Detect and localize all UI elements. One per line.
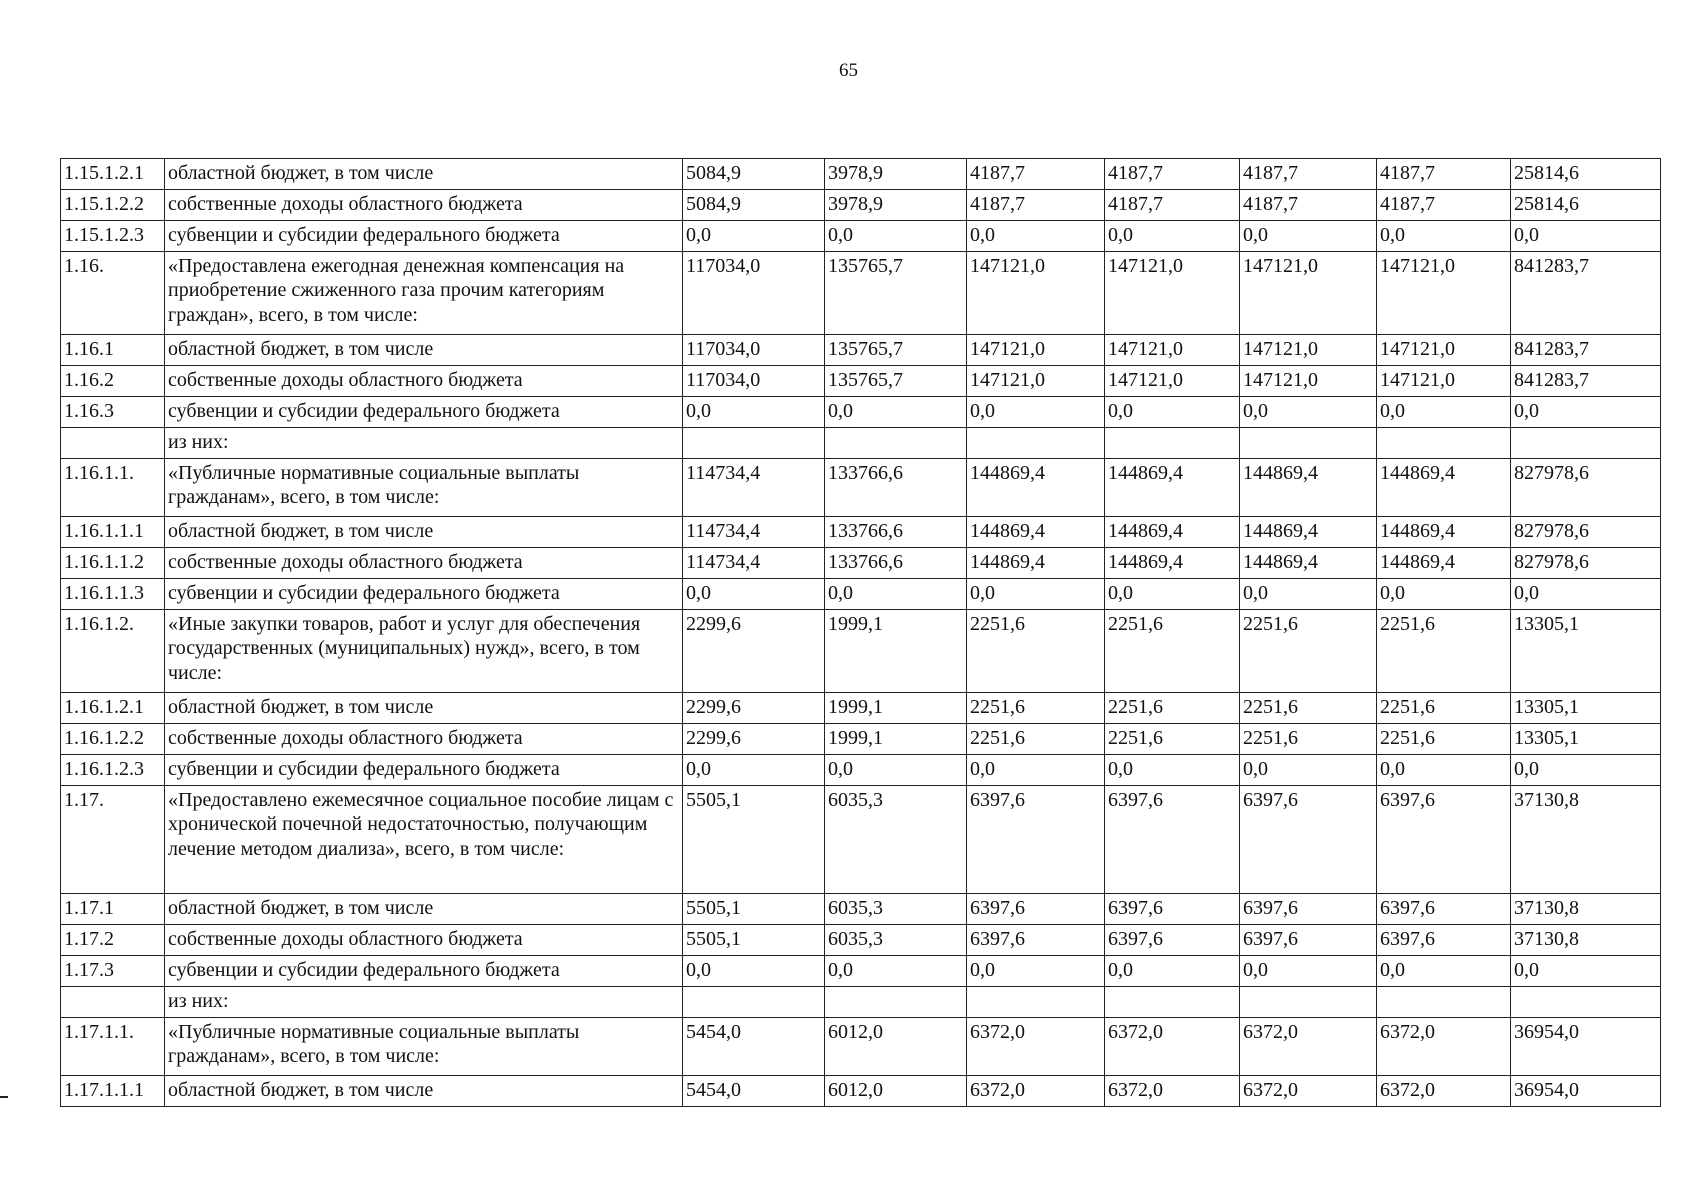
row-code: 1.15.1.2.2: [61, 190, 165, 221]
row-value: 0,0: [1105, 956, 1240, 987]
row-value: 827978,6: [1511, 548, 1661, 579]
table-row: [61, 956, 1661, 987]
row-value: 6012,0: [825, 1076, 967, 1107]
row-value: 6397,6: [1377, 786, 1511, 894]
row-value: [1511, 987, 1661, 1018]
row-name: «Публичные нормативные социальные выплаты гражданам», всего, в том числе:: [165, 459, 683, 517]
row-value: [825, 428, 967, 459]
row-name: областной бюджет, в том числе: [165, 1076, 683, 1107]
row-value: 2251,6: [1240, 693, 1377, 724]
row-code: 1.16.1.2.2: [61, 724, 165, 755]
row-code: 1.16.1: [61, 335, 165, 366]
row-value: 147121,0: [1377, 366, 1511, 397]
table-row: [61, 548, 1661, 579]
row-value: 147121,0: [1105, 252, 1240, 335]
row-value: 0,0: [1377, 956, 1511, 987]
table-row: [61, 786, 1661, 894]
row-name: «Предоставлена ежегодная денежная компенсация на приобретение сжиженного газа прочим категориям граждан», всего, в том числе:: [165, 252, 683, 335]
row-value: 0,0: [1240, 221, 1377, 252]
row-value: 2251,6: [967, 693, 1105, 724]
row-code: [61, 428, 165, 459]
row-value: [1105, 428, 1240, 459]
row-code: 1.15.1.2.1: [61, 159, 165, 190]
row-value: 6372,0: [1377, 1018, 1511, 1076]
table-row: [61, 335, 1661, 366]
row-value: [967, 428, 1105, 459]
row-value: 4187,7: [1240, 190, 1377, 221]
row-value: 114734,4: [683, 459, 825, 517]
table-row: [61, 755, 1661, 786]
table-row: [61, 724, 1661, 755]
row-code: 1.15.1.2.3: [61, 221, 165, 252]
row-name: субвенции и субсидии федерального бюджета: [165, 579, 683, 610]
table-row: [61, 693, 1661, 724]
row-value: [1377, 428, 1511, 459]
row-value: 144869,4: [1105, 517, 1240, 548]
row-value: 144869,4: [1105, 548, 1240, 579]
row-value: 6397,6: [1377, 894, 1511, 925]
row-value: 114734,4: [683, 517, 825, 548]
row-value: 13305,1: [1511, 724, 1661, 755]
row-code: 1.17.1.1.: [61, 1018, 165, 1076]
row-value: 2251,6: [1105, 693, 1240, 724]
row-value: 0,0: [1105, 755, 1240, 786]
row-code: 1.17.: [61, 786, 165, 894]
row-value: 6012,0: [825, 1018, 967, 1076]
row-value: 25814,6: [1511, 159, 1661, 190]
table-row: [61, 366, 1661, 397]
row-value: 0,0: [1377, 397, 1511, 428]
row-value: 135765,7: [825, 252, 967, 335]
row-value: 0,0: [1105, 579, 1240, 610]
row-value: 135765,7: [825, 335, 967, 366]
row-value: 133766,6: [825, 459, 967, 517]
row-value: 114734,4: [683, 548, 825, 579]
row-value: 0,0: [683, 221, 825, 252]
row-value: 147121,0: [1240, 252, 1377, 335]
row-value: 144869,4: [967, 517, 1105, 548]
table-row: [61, 925, 1661, 956]
row-value: 6372,0: [1377, 1076, 1511, 1107]
row-value: 0,0: [1240, 956, 1377, 987]
row-value: 117034,0: [683, 366, 825, 397]
row-value: 2251,6: [1105, 724, 1240, 755]
row-name: областной бюджет, в том числе: [165, 517, 683, 548]
row-value: 6372,0: [1105, 1018, 1240, 1076]
row-code: 1.16.1.2.1: [61, 693, 165, 724]
row-name: областной бюджет, в том числе: [165, 335, 683, 366]
row-value: 6397,6: [1105, 925, 1240, 956]
row-value: 0,0: [825, 755, 967, 786]
row-value: 2299,6: [683, 724, 825, 755]
row-value: 6372,0: [1240, 1018, 1377, 1076]
row-value: 147121,0: [1377, 335, 1511, 366]
table-row: [61, 159, 1661, 190]
row-value: 117034,0: [683, 252, 825, 335]
row-value: 5505,1: [683, 894, 825, 925]
row-name: собственные доходы областного бюджета: [165, 925, 683, 956]
row-value: [1511, 428, 1661, 459]
row-value: 0,0: [825, 579, 967, 610]
row-value: 36954,0: [1511, 1018, 1661, 1076]
row-value: 0,0: [683, 956, 825, 987]
table-row: [61, 610, 1661, 693]
row-value: 0,0: [1105, 221, 1240, 252]
row-value: 135765,7: [825, 366, 967, 397]
row-value: 0,0: [1511, 755, 1661, 786]
row-value: 841283,7: [1511, 252, 1661, 335]
row-value: 2251,6: [1377, 610, 1511, 693]
row-name: собственные доходы областного бюджета: [165, 724, 683, 755]
row-value: 37130,8: [1511, 925, 1661, 956]
row-code: 1.17.1: [61, 894, 165, 925]
table-row: [61, 252, 1661, 335]
row-value: 133766,6: [825, 517, 967, 548]
row-value: 147121,0: [967, 335, 1105, 366]
row-value: 0,0: [1511, 397, 1661, 428]
row-value: 0,0: [967, 221, 1105, 252]
row-value: 0,0: [967, 397, 1105, 428]
row-name: «Иные закупки товаров, работ и услуг для обеспечения государственных (муниципальных) нужд», всего, в том числе:: [165, 610, 683, 693]
row-value: [1240, 428, 1377, 459]
row-name: областной бюджет, в том числе: [165, 693, 683, 724]
row-code: 1.17.1.1.1: [61, 1076, 165, 1107]
row-value: 5084,9: [683, 159, 825, 190]
row-value: 4187,7: [1240, 159, 1377, 190]
row-value: 0,0: [825, 397, 967, 428]
row-value: 827978,6: [1511, 517, 1661, 548]
row-name: собственные доходы областного бюджета: [165, 548, 683, 579]
row-code: 1.17.3: [61, 956, 165, 987]
row-value: 13305,1: [1511, 610, 1661, 693]
row-name: областной бюджет, в том числе: [165, 159, 683, 190]
row-value: 2299,6: [683, 610, 825, 693]
row-value: 0,0: [1240, 397, 1377, 428]
row-value: 5454,0: [683, 1076, 825, 1107]
row-code: 1.16.2: [61, 366, 165, 397]
table-row: [61, 1018, 1661, 1076]
row-value: 2299,6: [683, 693, 825, 724]
row-value: 2251,6: [1377, 693, 1511, 724]
row-name: собственные доходы областного бюджета: [165, 190, 683, 221]
page-number: 65: [839, 60, 858, 81]
row-value: 6372,0: [1105, 1076, 1240, 1107]
row-value: 2251,6: [1240, 724, 1377, 755]
table-body: [61, 159, 1661, 1107]
row-code: 1.16.3: [61, 397, 165, 428]
row-value: 1999,1: [825, 610, 967, 693]
row-value: 147121,0: [1105, 366, 1240, 397]
row-value: 0,0: [1377, 755, 1511, 786]
row-value: 0,0: [1377, 221, 1511, 252]
row-value: 25814,6: [1511, 190, 1661, 221]
table-row: [61, 459, 1661, 517]
row-value: 36954,0: [1511, 1076, 1661, 1107]
row-value: 147121,0: [1105, 335, 1240, 366]
row-value: [1377, 987, 1511, 1018]
row-value: 144869,4: [1377, 459, 1511, 517]
row-value: 144869,4: [1377, 548, 1511, 579]
row-value: 6397,6: [967, 925, 1105, 956]
table-row: [61, 579, 1661, 610]
row-value: 144869,4: [967, 459, 1105, 517]
row-value: 147121,0: [1377, 252, 1511, 335]
row-value: 144869,4: [1240, 517, 1377, 548]
table-row: [61, 190, 1661, 221]
row-value: 1999,1: [825, 693, 967, 724]
row-value: 4187,7: [967, 190, 1105, 221]
row-value: 37130,8: [1511, 894, 1661, 925]
row-value: [967, 987, 1105, 1018]
row-value: 2251,6: [1105, 610, 1240, 693]
row-value: 5454,0: [683, 1018, 825, 1076]
budget-table: [60, 158, 1661, 1107]
row-value: 841283,7: [1511, 366, 1661, 397]
row-code: 1.16.1.2.3: [61, 755, 165, 786]
row-value: [683, 987, 825, 1018]
row-value: 0,0: [1511, 579, 1661, 610]
row-value: 4187,7: [967, 159, 1105, 190]
row-value: 5084,9: [683, 190, 825, 221]
row-value: 6035,3: [825, 894, 967, 925]
row-value: 6035,3: [825, 786, 967, 894]
row-value: 13305,1: [1511, 693, 1661, 724]
row-code: 1.16.1.1.: [61, 459, 165, 517]
row-value: 4187,7: [1105, 190, 1240, 221]
row-name: субвенции и субсидии федерального бюджета: [165, 755, 683, 786]
table-row: [61, 517, 1661, 548]
row-code: 1.16.: [61, 252, 165, 335]
row-value: 0,0: [1240, 755, 1377, 786]
row-value: 1999,1: [825, 724, 967, 755]
row-value: 0,0: [1240, 579, 1377, 610]
margin-mark: [0, 1096, 8, 1098]
row-value: 6397,6: [1240, 925, 1377, 956]
row-value: 144869,4: [1377, 517, 1511, 548]
row-value: 0,0: [683, 579, 825, 610]
row-value: 6397,6: [1105, 894, 1240, 925]
row-value: 827978,6: [1511, 459, 1661, 517]
row-value: 4187,7: [1377, 159, 1511, 190]
row-value: 0,0: [683, 755, 825, 786]
row-value: [1105, 987, 1240, 1018]
row-value: 2251,6: [1377, 724, 1511, 755]
row-value: 0,0: [683, 397, 825, 428]
row-value: 147121,0: [1240, 366, 1377, 397]
table-row: [61, 894, 1661, 925]
row-value: 6397,6: [967, 894, 1105, 925]
row-code: [61, 987, 165, 1018]
row-value: 6372,0: [1240, 1076, 1377, 1107]
row-value: 6372,0: [967, 1076, 1105, 1107]
row-name: субвенции и субсидии федерального бюджета: [165, 956, 683, 987]
row-name: субвенции и субсидии федерального бюджета: [165, 397, 683, 428]
table-row: [61, 1076, 1661, 1107]
row-value: 4187,7: [1105, 159, 1240, 190]
row-value: 147121,0: [967, 366, 1105, 397]
row-value: 0,0: [825, 956, 967, 987]
row-value: 133766,6: [825, 548, 967, 579]
row-value: 147121,0: [1240, 335, 1377, 366]
row-value: 6397,6: [1240, 894, 1377, 925]
row-value: 0,0: [1511, 221, 1661, 252]
row-value: 0,0: [1377, 579, 1511, 610]
row-value: 6397,6: [967, 786, 1105, 894]
row-value: 841283,7: [1511, 335, 1661, 366]
row-name: областной бюджет, в том числе: [165, 894, 683, 925]
row-name: из них:: [165, 987, 683, 1018]
table-row: [61, 221, 1661, 252]
row-value: 144869,4: [1105, 459, 1240, 517]
row-value: 6397,6: [1240, 786, 1377, 894]
row-code: 1.16.1.1.3: [61, 579, 165, 610]
row-value: 0,0: [1511, 956, 1661, 987]
row-value: 117034,0: [683, 335, 825, 366]
row-code: 1.16.1.1.2: [61, 548, 165, 579]
row-value: 2251,6: [967, 724, 1105, 755]
row-value: 5505,1: [683, 925, 825, 956]
row-value: 0,0: [967, 956, 1105, 987]
row-name: собственные доходы областного бюджета: [165, 366, 683, 397]
table-row: [61, 397, 1661, 428]
row-value: 0,0: [825, 221, 967, 252]
row-value: 144869,4: [967, 548, 1105, 579]
row-value: 6397,6: [1105, 786, 1240, 894]
row-value: 0,0: [967, 755, 1105, 786]
table-row: [61, 428, 1661, 459]
row-value: 6372,0: [967, 1018, 1105, 1076]
row-value: 5505,1: [683, 786, 825, 894]
row-value: 3978,9: [825, 159, 967, 190]
row-name: субвенции и субсидии федерального бюджета: [165, 221, 683, 252]
table-row: [61, 987, 1661, 1018]
row-value: 3978,9: [825, 190, 967, 221]
row-value: 2251,6: [967, 610, 1105, 693]
row-value: 0,0: [967, 579, 1105, 610]
row-value: [825, 987, 967, 1018]
row-value: 147121,0: [967, 252, 1105, 335]
row-name: из них:: [165, 428, 683, 459]
row-value: 4187,7: [1377, 190, 1511, 221]
row-name: «Публичные нормативные социальные выплаты гражданам», всего, в том числе:: [165, 1018, 683, 1076]
row-value: [683, 428, 825, 459]
row-value: 144869,4: [1240, 459, 1377, 517]
row-value: 6035,3: [825, 925, 967, 956]
row-value: 0,0: [1105, 397, 1240, 428]
row-name: «Предоставлено ежемесячное социальное пособие лицам с хронической почечной недостаточностью, получающим лечение методом диализа», всего, в том числе:: [165, 786, 683, 894]
row-code: 1.16.1.2.: [61, 610, 165, 693]
row-value: 144869,4: [1240, 548, 1377, 579]
row-code: 1.17.2: [61, 925, 165, 956]
row-value: 37130,8: [1511, 786, 1661, 894]
row-code: 1.16.1.1.1: [61, 517, 165, 548]
row-value: [1240, 987, 1377, 1018]
row-value: 2251,6: [1240, 610, 1377, 693]
row-value: 6397,6: [1377, 925, 1511, 956]
